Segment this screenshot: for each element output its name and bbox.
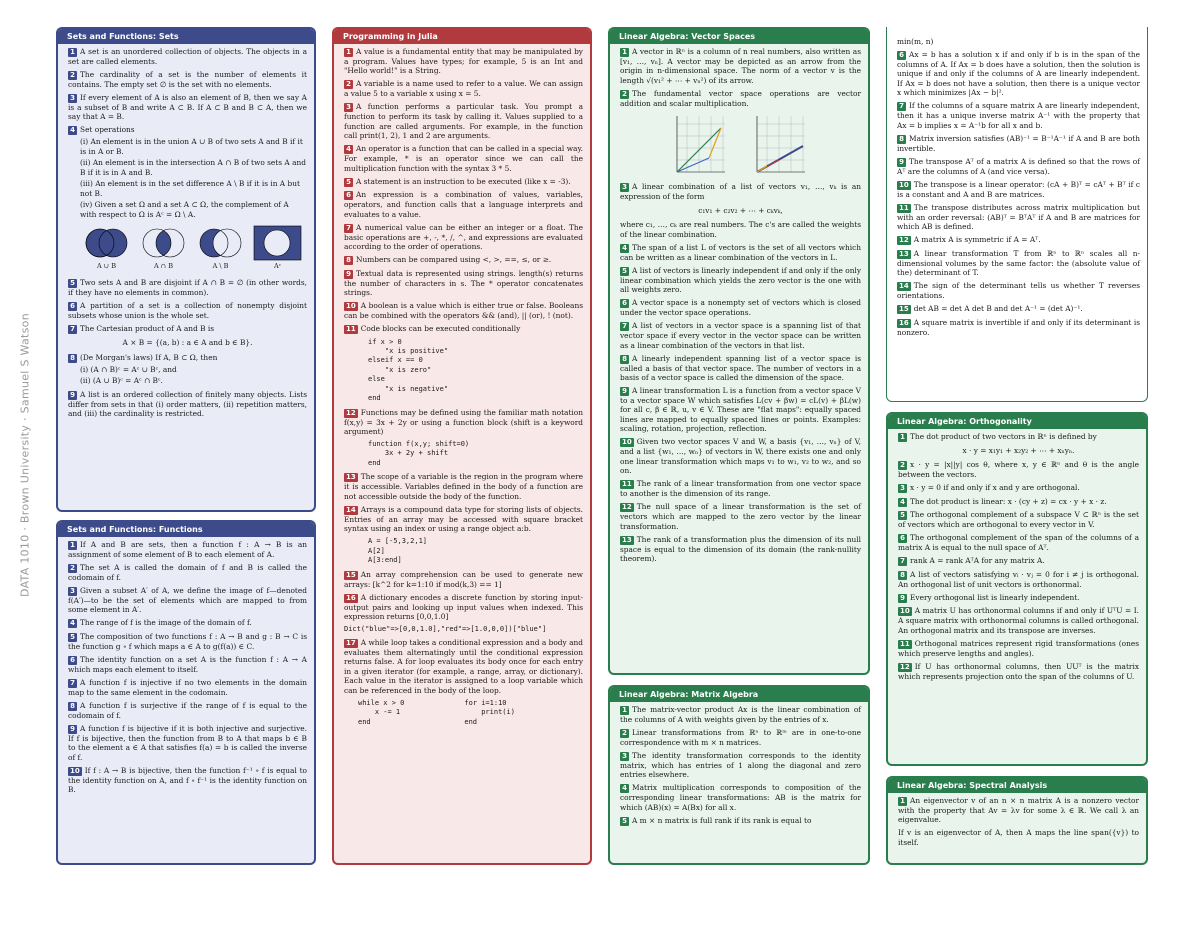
sub-item: (ii) (A ∪ B)ᶜ = Aᶜ ∩ Bᶜ.	[80, 376, 163, 386]
vector-addition-plot	[675, 114, 727, 174]
list-item: 2 x · y = |x||y| cos θ, where x, y ∈ ℝⁿ and θ is the angle between the vectors.	[898, 460, 1139, 480]
list-item: 7 If the columns of a square matrix A are linearly independent, then it has a unique inverse matrix A⁻¹ with the property that Ax = b implies x = A⁻¹b for all x and b.	[897, 101, 1140, 130]
list-item: 1 A vector in ℝⁿ is a column of n real numbers, also written as [v₁, …, vₙ]. A vector may be depicted as an arrow from the origin in n-dimensional space. The norm of a vector v is the length √(v₁² + ⋯ + vₙ²) of its arrow.	[620, 47, 861, 85]
list-item: 7 The Cartesian product of A and B is	[68, 324, 307, 334]
sets-box	[56, 27, 316, 512]
list-item: 5 A statement is an instruction to be executed (like x = -3).	[344, 177, 583, 187]
code-block-function: function f(x,y; shift=0) 3x + 2y + shift end	[368, 440, 470, 467]
vector-plots	[620, 114, 861, 174]
matrix-algebra-box	[608, 685, 870, 865]
list-item: 14 Arrays is a compound data type for storing lists of objects. Entries of an array may be accessed with square bracket syntax using an index or using a range object a:b.	[344, 504, 583, 534]
list-item: 13 The scope of a variable is the region in the program where it is accessible. Variables defined in the body of a function are not accessible outside the body of the function.	[344, 472, 583, 501]
functions-title: Sets and Functions: Functions	[58, 522, 314, 537]
list-item: 4 Set operations	[68, 125, 307, 135]
list-item: 2 A variable is a name used to refer to a value. We can assign a value 5 to a variable x using x = 5.	[344, 79, 583, 99]
list-item: 1 An eigenvector v of an n × n matrix A is a nonzero vector with the property that Av = λv for some λ ∈ ℝ. We call λ an eigenvalue.	[898, 796, 1139, 825]
list-item: 9 A list is an ordered collection of finitely many objects. Lists differ from sets in that (i) order matters, (ii) repetition matters, and (iii) the cardinality is restricted.	[68, 389, 307, 419]
list-item: 3 The identity transformation corresponds to the identity matrix, which has entries of 1 along the diagonal and zero entries elsewhere.	[620, 750, 861, 780]
list-item: 6 The orthogonal complement of the span of the columns of a matrix A is equal to the null space of Aᵀ.	[898, 533, 1139, 553]
spectral-box	[886, 776, 1148, 865]
list-item: 10 A boolean is a value which is either true or false. Booleans can be combined with the operators && (and), || (or), ! (not).	[344, 301, 583, 321]
list-item: 12 Functions may be defined using the familiar math notation f(x,y) = 3x + 2y or using a function block (shift is a keyword argument)	[344, 407, 583, 437]
code-block-conditional: if x > 0 "x is positive" elseif x == 0 "x is zero" else "x is negative" end	[368, 337, 449, 403]
venn-difference-icon	[196, 225, 245, 261]
list-item: 10 A matrix U has orthonormal columns if and only if UᵀU = I. A square matrix with orthonormal columns is called orthogonal. An orthogonal matrix and its transpose are inverses.	[898, 606, 1139, 635]
code-dict: Dict("blue"=>[0,0,1.0],"red"=>[1.0,0,0])["blue"]	[344, 624, 547, 633]
list-item: 4 Matrix multiplication corresponds to composition of the corresponding linear transformations: AB is the matrix for which (AB)(x) = A(Bx) for all x.	[620, 783, 861, 812]
scalar-multiplication-plot	[755, 114, 807, 174]
list-item-continued: min(m, n)	[897, 37, 934, 46]
list-item-continued: where c₁, …, cₖ are real numbers. The c's are called the weights of the linear combination.	[620, 220, 861, 239]
list-item: 5 Two sets A and B are disjoint if A ∩ B = ∅ (in other words, if they have no elements in common).	[68, 278, 307, 298]
list-item: 1 The matrix-vector product Ax is the linear combination of the columns of A with weights given by the entries of x.	[620, 705, 861, 724]
list-item: 10 The transpose is a linear operator: (cA + B)ᵀ = cAᵀ + Bᵀ if c is a constant and A and B are matrices.	[897, 179, 1140, 199]
list-item: 5 The composition of two functions f : A → B and g : B → C is the function g ∘ f which maps a ∈ A to g(f(a)) ∈ C.	[68, 631, 307, 651]
functions-list	[58, 537, 314, 801]
venn-diagrams: A ∪ B A ∩ B A \ B Aᶜ	[82, 225, 307, 270]
list-item: 9 Every orthogonal list is linearly independent.	[898, 593, 1139, 603]
cartesian-formula: A × B = {(a, b) : a ∈ A and b ∈ B}.	[122, 338, 253, 348]
list-item: 9 The transpose Aᵀ of a matrix A is defined so that the rows of Aᵀ are the columns of A (and vice versa).	[897, 156, 1140, 176]
list-item: 11 The rank of a linear transformation from one vector space to another is the dimension of its range.	[620, 479, 861, 499]
list-item: 8 A function f is surjective if the range of f is equal to the codomain of f.	[68, 700, 307, 720]
linear-combination-formula: c₁v₁ + c₂v₂ + ⋯ + cₖvₖ,	[698, 205, 783, 215]
list-item: 1 If A and B are sets, then a function f : A → B is an assignment of some element of B to each element of A.	[68, 540, 307, 559]
list-item: 10 If f : A → B is bijective, then the function f⁻¹ ∘ f is equal to the identity function on A, and f ∘ f⁻¹ is the identity function on B.	[68, 765, 307, 795]
spectral-title: Linear Algebra: Spectral Analysis	[888, 778, 1146, 793]
list-item: 7 A function f is injective if no two elements in the domain map to the same element in the codomain.	[68, 677, 307, 697]
list-item: 14 The sign of the determinant tells us whether T reverses orientations.	[897, 281, 1140, 301]
list-item: 4 An operator is a function that can be called in a special way. For example, * is an operator since we can call the multiplication function with the syntax 3 * 5.	[344, 144, 583, 173]
list-item: 6 The identity function on a set A is the function f : A → A which maps each element to itself.	[68, 654, 307, 674]
matrix-algebra-title: Linear Algebra: Matrix Algebra	[610, 687, 868, 702]
list-item: 12 A matrix A is symmetric if A = Aᵀ.	[899, 235, 1041, 245]
list-item: 3 Given a subset A′ of A, we define the image of f—denoted f(A′)—to be the set of elements which are mapped to from some element in A′.	[68, 585, 307, 615]
list-item: 3 If every element of A is also an element of B, then we say A is a subset of B and write A ⊂ B. If A ⊂ B and B ⊂ A, then we say that A = B.	[68, 92, 307, 122]
list-item: 13 The rank of a transformation plus the dimension of its null space is equal to the dimension of its domain (the rank-nullity theorem).	[620, 534, 861, 564]
list-item: 10 Given two vector spaces V and W, a basis {v₁, …, vₙ} of V, and a list {w₁, …, wₙ} of vectors in W, there exists one and only one linear transformation which maps v₁ to w₁, v₂ to w₂, and so on.	[620, 437, 861, 476]
venn-complement-icon	[253, 225, 302, 261]
list-item: 3 A linear combination of a list of vectors v₁, …, vₖ is an expression of the form	[620, 182, 861, 202]
vector-spaces-box	[608, 27, 870, 675]
list-item: If v is an eigenvector of A, then A maps the line span({v}) to itself.	[898, 828, 1139, 847]
vector-spaces-title: Linear Algebra: Vector Spaces	[610, 29, 868, 44]
list-item: 8 A linearly independent spanning list of a vector space is called a basis of that vector space. The number of vectors in a basis of a vector space is called the dimension of the space.	[620, 353, 861, 383]
list-item: 8 A list of vectors satisfying vᵢ · vⱼ = 0 for i ≠ j is orthogonal. An orthogonal list of unit vectors is orthonormal.	[898, 569, 1139, 589]
list-item: 17 A while loop takes a conditional expression and a body and evaluates them alternatingly until the conditional expression returns false. A for loop evaluates its body once for each entry in a given iterator (for example, a range, array, or dictionary). Each value in the iterator is assigned to a loop variable which can be referenced in the body of the loop.	[344, 637, 583, 695]
list-item: 16 A square matrix is invertible if and only if its determinant is nonzero.	[897, 317, 1140, 337]
sub-item: (i) (A ∩ B)ᶜ = Aᶜ ∪ Bᶜ, and	[80, 364, 177, 374]
list-item: 9 Textual data is represented using strings. length(s) returns the number of characters in s. The * operator concatenates strings.	[344, 268, 583, 298]
sub-item: (ii) An element is in the intersection A ∩ B of two sets A and B if it is in A and B.	[80, 158, 306, 177]
list-item: 11 Code blocks can be executed conditionally	[346, 324, 521, 334]
list-item: 4 The span of a list L of vectors is the set of all vectors which can be written as a linear combination of the vectors in L.	[620, 242, 861, 262]
list-item: 1 A value is a fundamental entity that may be manipulated by a program. Values have types; for example, 5 is an Int and "Hello world!" is a String.	[344, 47, 583, 76]
list-item: 15 det AB = det A det B and det A⁻¹ = (det A)⁻¹.	[899, 304, 1083, 314]
list-item: 2 The set A is called the domain of f and B is called the codomain of f.	[68, 562, 307, 582]
list-item: 7 rank A = rank AᵀA for any matrix A.	[898, 556, 1139, 566]
list-item: 3 x · y = 0 if and only if x and y are orthogonal.	[898, 483, 1139, 493]
sub-item: (iii) An element is in the set difference A \ B if it is in A but not B.	[80, 179, 300, 198]
julia-box	[332, 27, 592, 865]
venn-intersection-icon	[139, 225, 188, 261]
list-item: 16 A dictionary encodes a discrete function by storing input-output pairs and looking up input values when indexed. This expression returns [0,0,1.0]	[344, 592, 583, 621]
list-item: 8 Matrix inversion satisfies (AB)⁻¹ = B⁻¹A⁻¹ if A and B are both invertible.	[897, 133, 1140, 153]
list-item: 6 A partition of a set is a collection of nonempty disjoint subsets whose union is the whole set.	[68, 301, 307, 321]
list-item: 6 Ax = b has a solution x if and only if b is in the span of the columns of A. If Ax = b does have a solution, then the solution is unique if and only if the columns of A are linearly independent. If Ax = b does not have a solution, then there is a unique vector x which minimizes |Ax − b|².	[897, 49, 1140, 98]
list-item: 5 A m × n matrix is full rank if its rank is equal to	[620, 816, 861, 826]
list-item: 7 A numerical value can be either an integer or a float. The basic operations are +, -, *, /, ^, and expressions are evaluated according to the order of operations.	[344, 222, 583, 252]
code-block-loops	[358, 699, 583, 727]
list-item: 5 The orthogonal complement of a subspace V ⊂ ℝⁿ is the set of vectors which are orthogonal to every vector in V.	[898, 510, 1139, 530]
list-item: 7 A list of vectors in a vector space is a spanning list of that vector space if every vector in the vector space can be written as a linear combination of the vectors in that list.	[620, 321, 861, 350]
list-item: 4 The dot product is linear: x · (cy + z) = cx · y + x · z.	[898, 497, 1139, 507]
list-item: 15 An array comprehension can be used to generate new arrays: [k^2 for k=1:10 if mod(k,3) == 1]	[344, 569, 583, 589]
list-item: 6 An expression is a combination of values, variables, operators, and function calls that a language interprets and evaluates to a value.	[344, 190, 583, 219]
list-item: 13 A linear transformation T from ℝⁿ to ℝⁿ scales all n-dimensional volumes by the same factor: the (absolute value of the) determinant of T.	[897, 248, 1140, 278]
venn-union-icon	[82, 225, 131, 261]
matrix-algebra-continued-box	[886, 27, 1148, 402]
orthogonality-box	[886, 412, 1148, 766]
list-item: 3 A function performs a particular task. You prompt a function to perform its task by calling it. Values supplied to a function are called arguments. For example, in the function call print(1, 2), 1 and 2 are arguments.	[344, 102, 583, 141]
list-item: 2 The cardinality of a set is the number of elements it contains. The empty set ∅ is the set with no elements.	[68, 69, 307, 89]
code-for: for i=1:10 print(i) end	[464, 698, 515, 726]
list-item: 8 (De Morgan's laws) If A, B ⊂ Ω, then	[68, 353, 307, 363]
list-item: 2 The fundamental vector space operations are vector addition and scalar multiplication.	[620, 88, 861, 108]
list-item: 1 The dot product of two vectors in ℝⁿ is defined by	[898, 432, 1139, 442]
list-item: 8 Numbers can be compared using <, >, ==, ≤, or ≥.	[344, 255, 583, 265]
list-item: 11 Orthogonal matrices represent rigid transformations (ones which preserve lengths and angles).	[898, 638, 1139, 658]
list-item: 4 The range of f is the image of the domain of f.	[68, 618, 307, 628]
julia-title: Programming in Julia	[334, 29, 590, 44]
orthogonality-title: Linear Algebra: Orthogonality	[888, 414, 1146, 429]
list-item: 1 A set is an unordered collection of objects. The objects in a set are called elements.	[68, 47, 307, 66]
list-item: 12 The null space of a linear transformation is the set of vectors which are mapped to the zero vector by the linear transformation.	[620, 502, 861, 531]
functions-box	[56, 520, 316, 865]
list-item: 9 A linear transformation L is a function from a vector space V to a vector space W which satisfies L(cv + βw) = cL(v) + βL(w) for all c, β ∈ ℝ, u, v ∈ V. These are "flat maps": equally spaced lines are mapped to equally spaced lines or points. Examples: scaling, rotation, projection, reflection.	[620, 386, 861, 434]
sidebar-credit: DATA 1010 · Brown University · Samuel S Watson	[18, 313, 32, 597]
list-item: 2 Linear transformations from ℝⁿ to ℝᵐ are in one-to-one correspondence with m × n matrices.	[620, 727, 861, 747]
code-while: while x > 0 x -= 1 end	[358, 698, 405, 726]
list-item: 9 A function f is bijective if it is both injective and surjective. If f is bijective, then the function from B to A that maps b ∈ B to the element a ∈ A that satisfies f(a) = b is called the inverse of f.	[68, 723, 307, 762]
list-item: 12 If U has orthonormal columns, then UUᵀ is the matrix which represents projection onto the span of the columns of U.	[898, 661, 1139, 681]
dot-product-formula: x · y = x₁y₁ + x₂y₂ + ⋯ + xₙyₙ.	[962, 446, 1075, 455]
list-item: 5 A list of vectors is linearly independent if and only if the only linear combination which yields the zero vector is the one with all weights zero.	[620, 265, 861, 295]
list-item: 6 A vector space is a nonempty set of vectors which is closed under the vector space operations.	[620, 298, 861, 318]
sub-item: (iv) Given a set Ω and a set A ⊂ Ω, the complement of A with respect to Ω is Aᶜ = Ω \ A.	[80, 200, 289, 219]
sets-title: Sets and Functions: Sets	[58, 29, 314, 44]
list-item: 11 The transpose distributes across matrix multiplication but with an order reversal: (AB)ᵀ = BᵀAᵀ if A and B are matrices for which AB is defined.	[897, 202, 1140, 232]
code-block-array: A = [-5,3,2,1] A[2] A[3:end]	[368, 537, 428, 565]
sub-item: (i) An element is in the union A ∪ B of two sets A and B if it is in A or B.	[80, 137, 303, 156]
